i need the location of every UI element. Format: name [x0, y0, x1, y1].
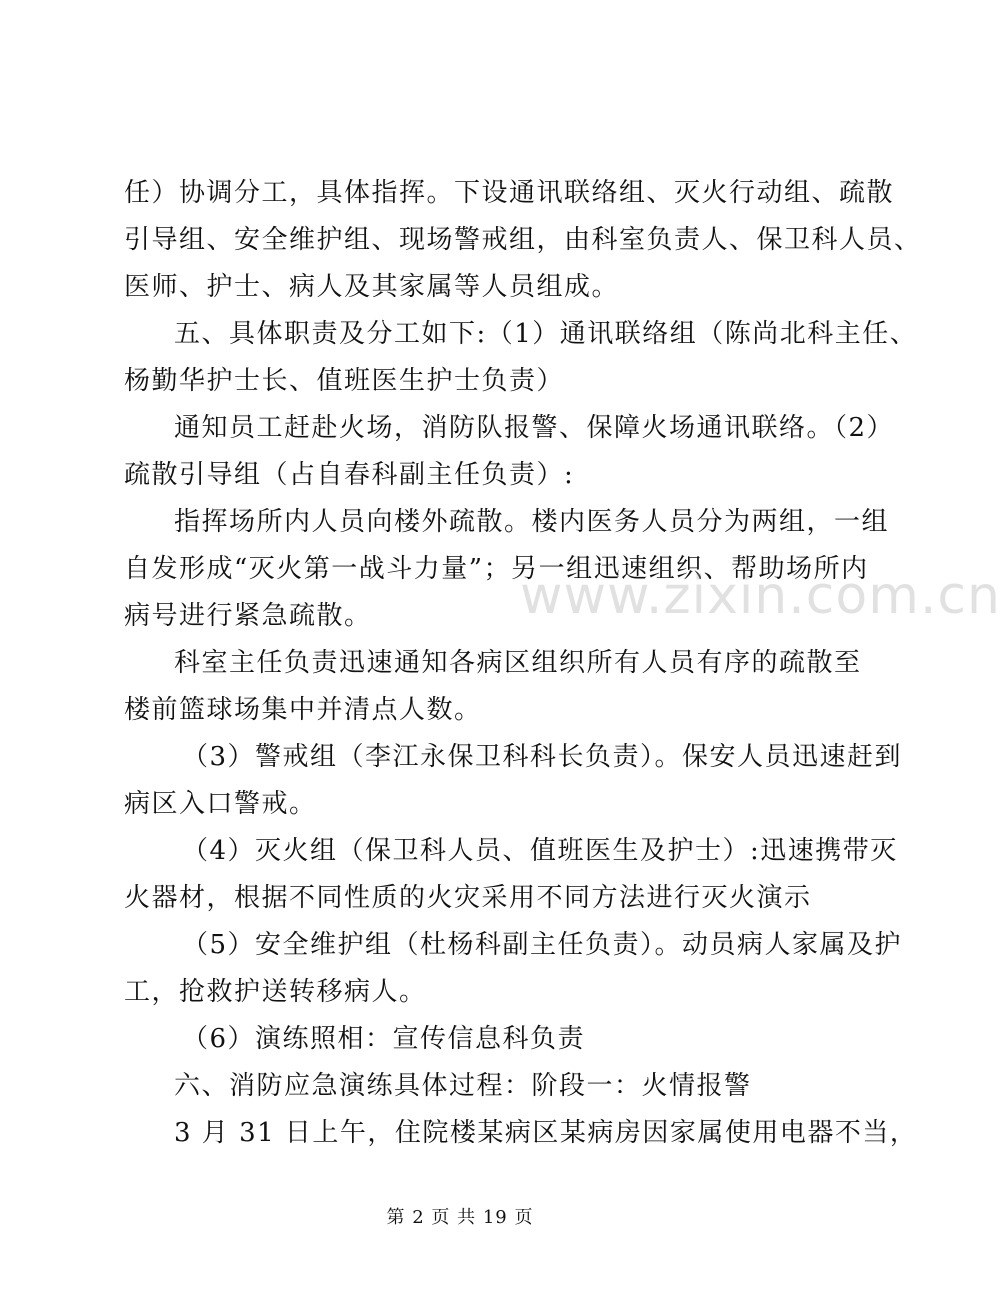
watermark: www.zixin.com.cn [520, 566, 1001, 626]
text-line: （4）灭火组（保卫科人员、值班医生及护士）:迅速携带灭 [182, 836, 898, 866]
text-line: 工，抢救护送转移病人。 [124, 977, 427, 1007]
text-line: 任）协调分工，具体指挥。下设通讯联络组、灭火行动组、疏散 [124, 178, 895, 208]
text-line: 科室主任负责迅速通知各病区组织所有人员有序的疏散至 [174, 648, 862, 678]
text-line: （5）安全维护组（杜杨科副主任负责）。动员病人家属及护 [182, 930, 903, 960]
text-line: （3）警戒组（李江永保卫科科长负责）。保安人员迅速赶到 [182, 742, 903, 772]
text-line: 火器材，根据不同性质的火灾采用不同方法进行灭火演示 [124, 883, 812, 913]
text-line: 杨勤华护士长、值班医生护士负责） [124, 366, 565, 396]
text-line: 自发形成“灭火第一战斗力量”；另一组迅速组织、帮助场所内 [124, 554, 869, 584]
text-line: 六、消防应急演练具体过程：阶段一：火情报警 [174, 1071, 752, 1101]
text-line: 疏散引导组（占自春科副主任负责）: [124, 460, 575, 490]
text-line: 引导组、安全维护组、现场警戒组，由科室负责人、保卫科人员、 [124, 225, 922, 255]
text-line: 病号进行紧急疏散。 [124, 601, 372, 631]
document-body [124, 170, 922, 1157]
text-line: 通知员工赶赴火场，消防队报警、保障火场通讯联络。（2） [174, 413, 895, 443]
text-line: 五、具体职责及分工如下:（1）通讯联络组（陈尚北科主任、 [174, 319, 918, 349]
text-line: 医师、护士、病人及其家属等人员组成。 [124, 272, 620, 302]
text-line: 楼前篮球场集中并清点人数。 [124, 695, 482, 725]
text-line: 3 月 31 日上午，住院楼某病区某病房因家属使用电器不当， [174, 1118, 918, 1148]
text-line: 指挥场所内人员向楼外疏散。楼内医务人员分为两组，一组 [174, 507, 890, 537]
page-footer: 第 2 页 共 19 页 [386, 1207, 534, 1228]
text-line: 病区入口警戒。 [124, 789, 317, 819]
text-line: （6）演练照相：宣传信息科负责 [182, 1024, 586, 1054]
